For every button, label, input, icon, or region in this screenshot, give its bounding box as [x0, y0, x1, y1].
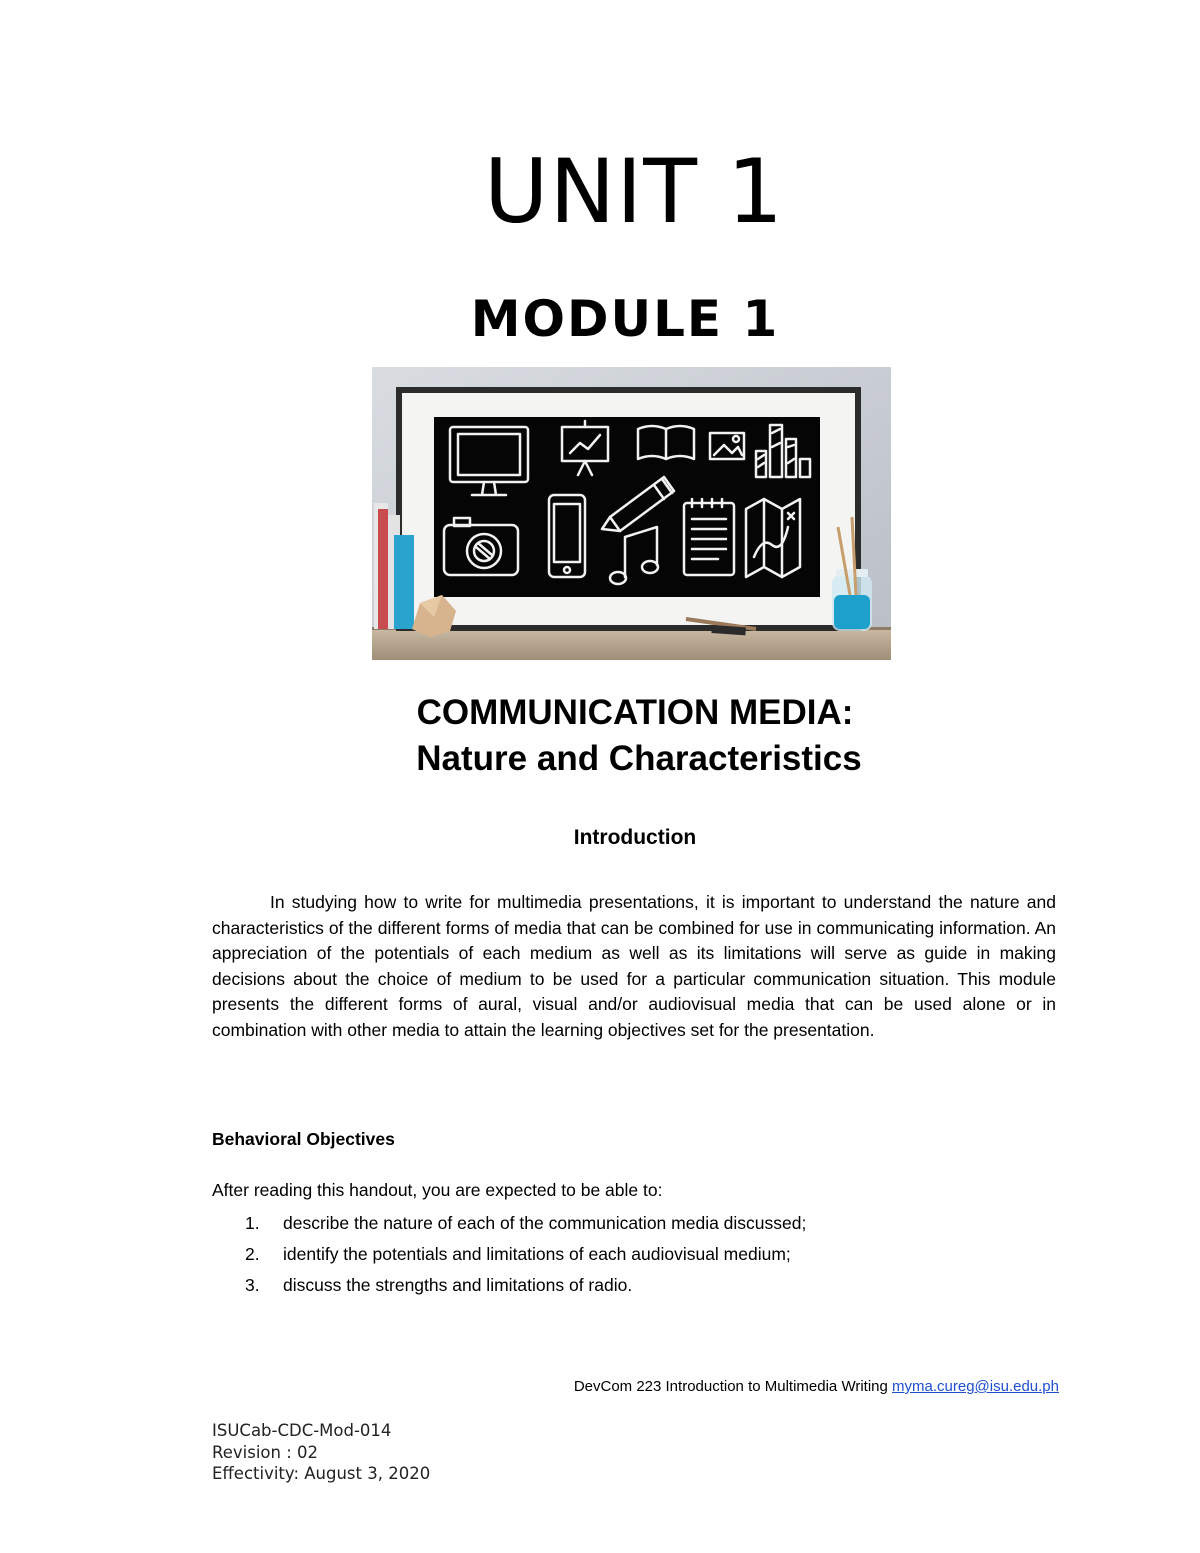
- list-item: [212, 1239, 806, 1270]
- footer-course: [574, 1378, 1059, 1395]
- module-title: MODULE 1: [470, 290, 780, 348]
- email-link[interactable]: myma.cureg@isu.edu.ph: [892, 1378, 1059, 1395]
- hero-image: [372, 367, 891, 660]
- document-control: [212, 1420, 430, 1485]
- document-title: [0, 690, 1200, 782]
- list-item-text: describe the nature of each of the communication media discussed;: [283, 1213, 807, 1233]
- list-item-number: 1.: [245, 1213, 260, 1233]
- objectives-list: [212, 1208, 806, 1301]
- title-line-1: COMMUNICATION MEDIA:: [416, 693, 854, 732]
- objectives-lead: After reading this handout, you are expected to be able to:: [212, 1180, 663, 1200]
- list-item-number: 2.: [245, 1244, 260, 1264]
- revision-number: Revision : 02: [212, 1442, 319, 1462]
- list-item: [212, 1270, 806, 1301]
- title-line-2: Nature and Characteristics: [416, 739, 862, 778]
- list-item-text: identify the potentials and limitations of each audiovisual medium;: [283, 1244, 791, 1264]
- list-item: [212, 1208, 806, 1239]
- effectivity-date: Effectivity: August 3, 2020: [212, 1464, 431, 1483]
- objectives-heading: Behavioral Objectives: [212, 1129, 395, 1149]
- unit-title: UNIT 1: [484, 140, 784, 243]
- introduction-heading: Introduction: [573, 826, 697, 849]
- list-item-number: 3.: [245, 1275, 260, 1295]
- introduction-paragraph: In studying how to write for multimedia presentations, it is important to understand the nature and characteristics of the different forms of media that can be combined for use in communicating information. An appreciation of the potentials of each medium as well as its limitations will serve as guide in making decisions about the choice of medium to be used for a particular communication situation. This module presents the different forms of aural, visual and/or audiovisual media that can be used alone or in combination with other media to attain the learning objectives set for the presentation.: [212, 892, 1056, 1040]
- course-name: DevCom 223 Introduction to Multimedia Writing: [573, 1378, 888, 1395]
- document-code: ISUCab-CDC-Mod-014: [212, 1421, 392, 1440]
- list-item-text: discuss the strengths and limitations of radio.: [283, 1275, 633, 1295]
